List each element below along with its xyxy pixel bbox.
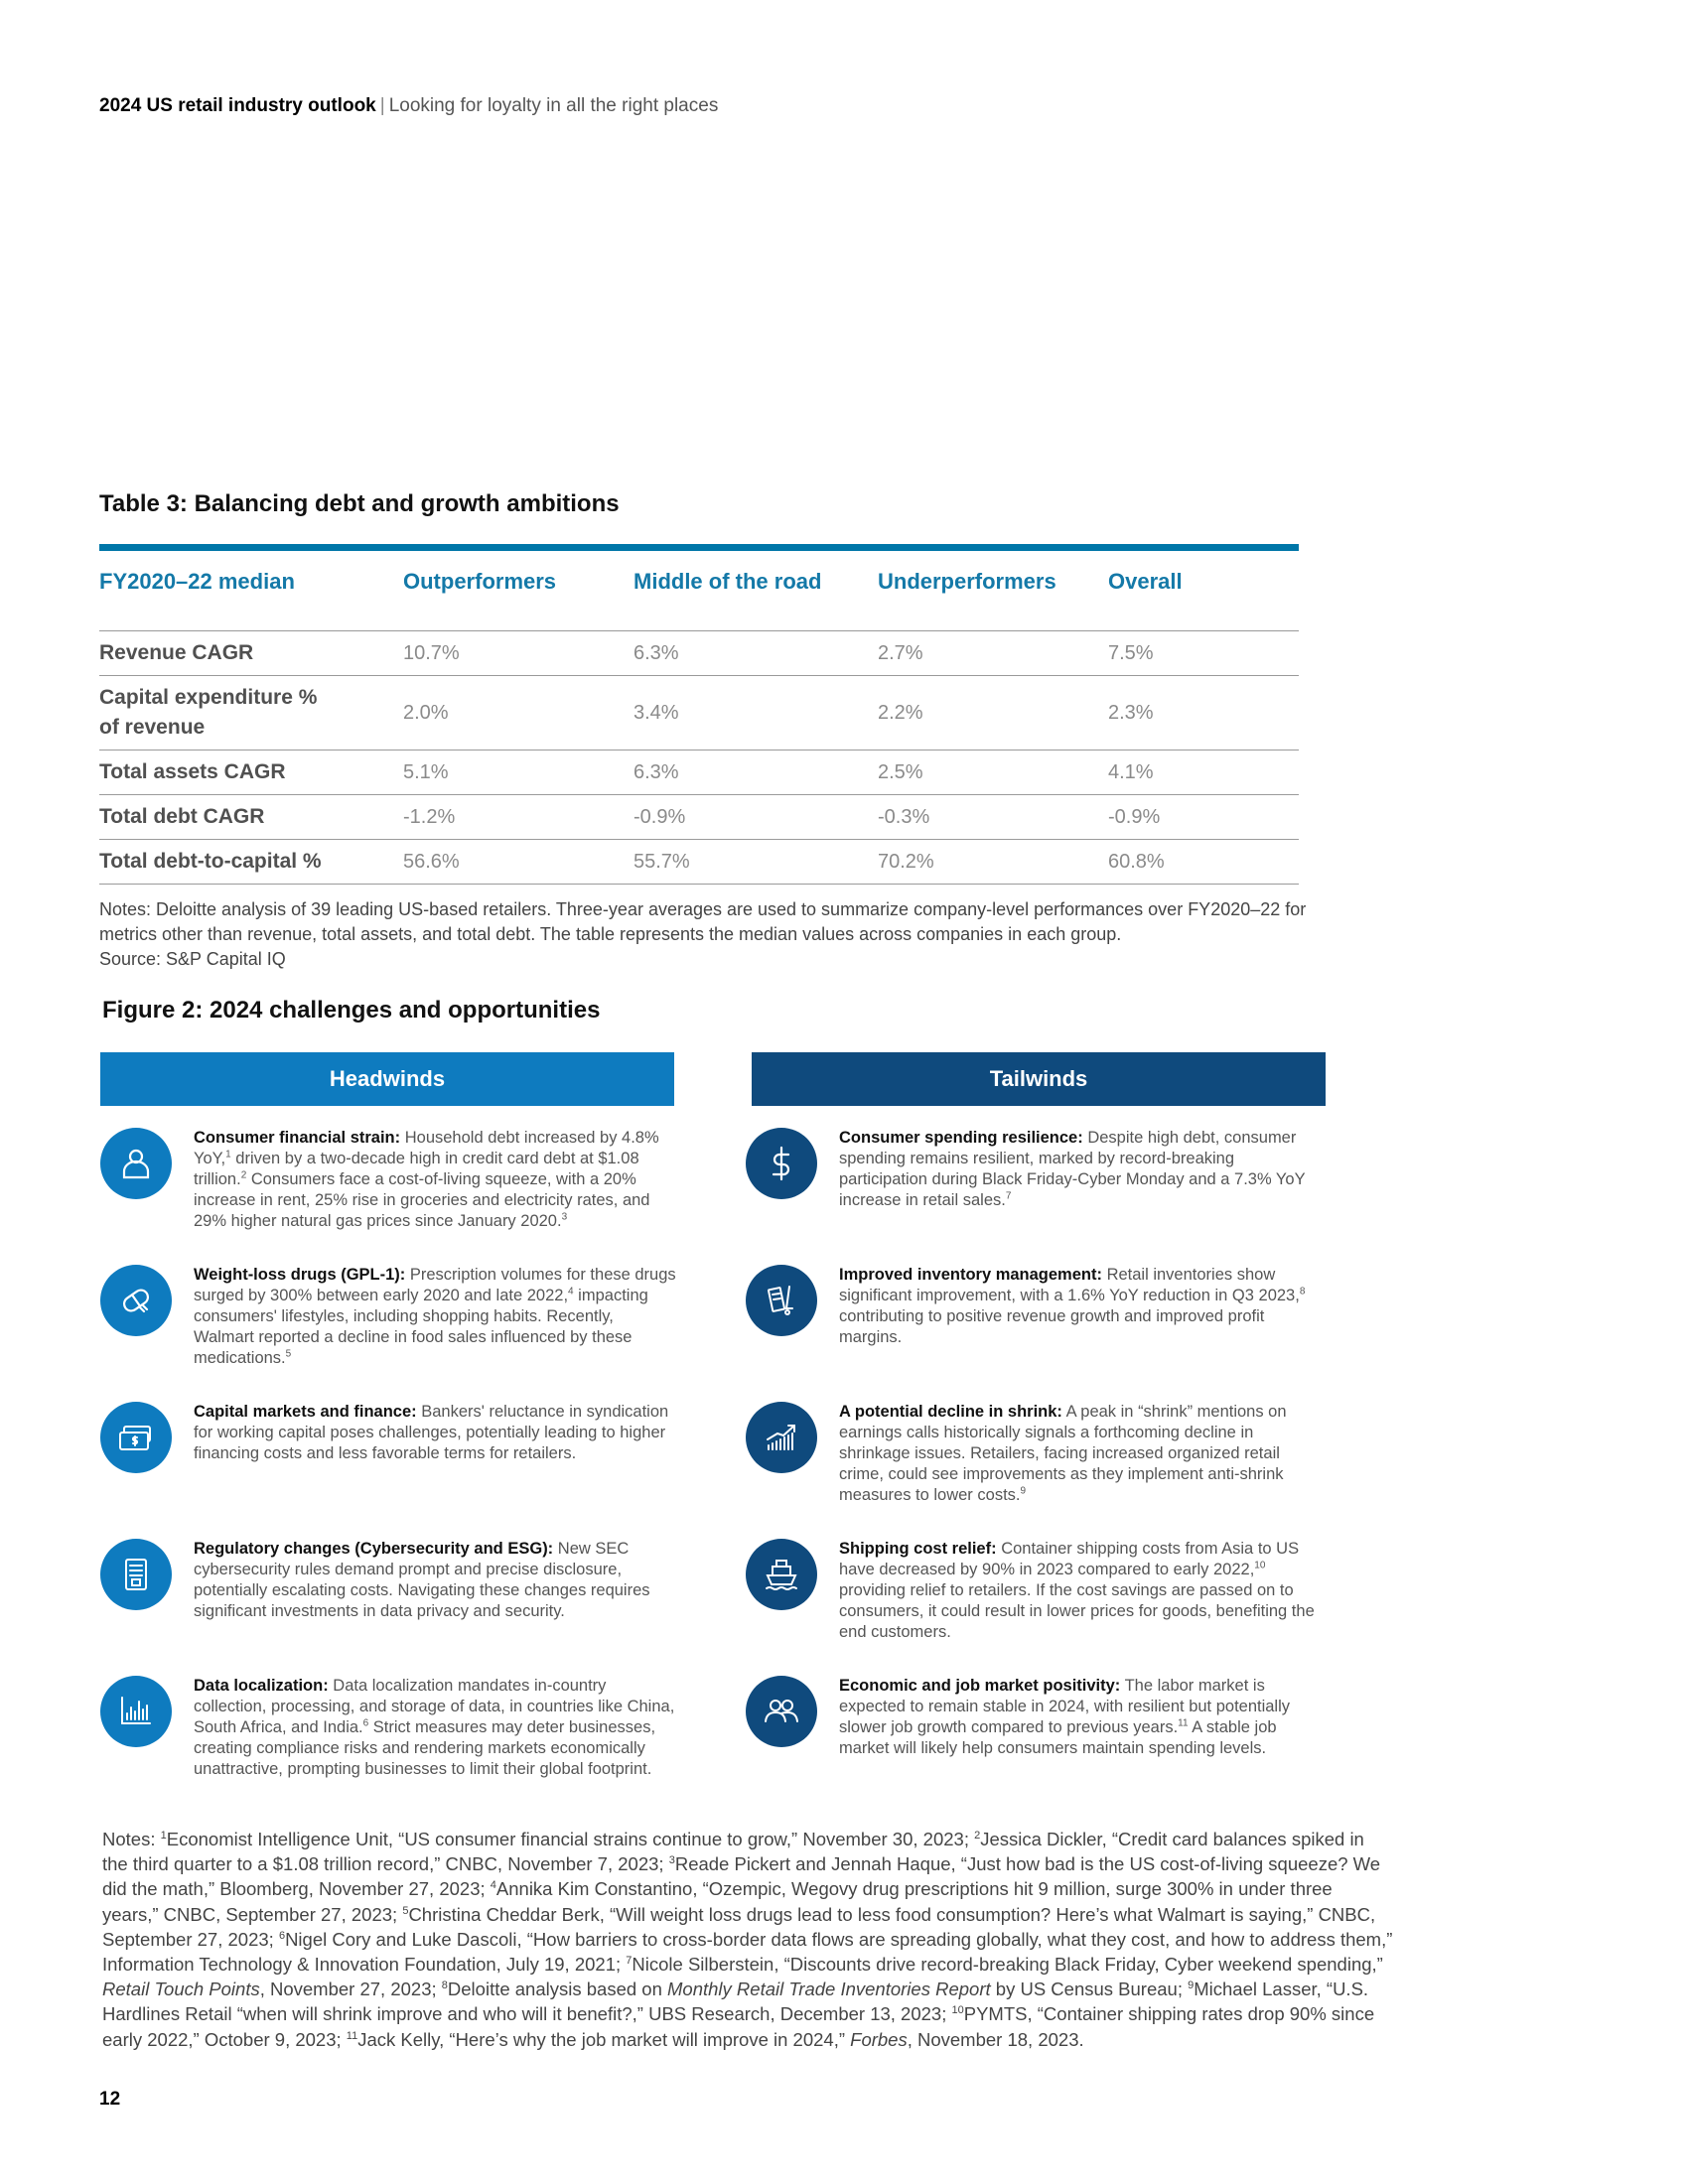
tailwind-text: Consumer spending resilience: Despite high debt, consumer spending remains resilient, marked by record-breaking participation during Black Friday-Cyber Monday and a 7.3% YoY increase in retail sales.$^7$	[839, 1129, 1306, 1209]
table-notes	[99, 897, 1350, 972]
figure-title: Figure 2: 2024 challenges and opportunities	[102, 997, 601, 1024]
money-icon	[100, 1402, 172, 1473]
column-header: Outperformers	[403, 569, 557, 594]
headwind-text: Weight-loss drugs (GPL-1): Prescription volumes for these drugs surged by 300% between early 2020 and late 2022,$^4$ impacting consumers' lifestyles, including shopping habits. Recently, Walmart reported a decline in food sales influenced by these medications.$^5$	[194, 1266, 676, 1367]
table-cell: 3.4%	[633, 701, 679, 724]
person-icon	[100, 1128, 172, 1199]
report-title: 2024 US retail industry outlook	[99, 95, 376, 116]
table-notes-text: Notes: Deloitte analysis of 39 leading US-based retailers. Three-year averages are used to summarize company-level performances over FY2020–22 for metrics other than revenue, total assets, and total debt. The table represents the median values across companies in each group.	[99, 899, 1307, 944]
table-row	[99, 751, 1299, 795]
row-label: Total debt CAGR	[99, 805, 265, 828]
headwinds-header: Headwinds	[100, 1052, 674, 1106]
tailwind-text: A potential decline in shrink: A peak in “shrink” mentions on earnings calls historically signals a forthcoming decline in shrinkage issues. Retailers, facing increased organized retail crime, could see improvements as they implement anti-shrink measures to lower costs.$^9$	[839, 1403, 1287, 1504]
dollar-icon	[746, 1128, 817, 1199]
table-top-rule	[99, 544, 1299, 551]
tailwind-text: Improved inventory management: Retail inventories show significant improvement, with a 1.6% YoY reduction in Q3 2023,$^8$ contributing to positive revenue growth and improved profit margins.	[839, 1266, 1306, 1346]
table-cell: 6.3%	[633, 641, 679, 664]
figure-footnotes: Notes: $^1$Economist Intelligence Unit, “US consumer financial strains continue to grow,” November 30, 2023; $^2$Jessica Dickler, “Credit card balances spiked in the third quarter to a $1.08 trillion record,” CNBC, November 7, 2023; $^3$Reade Pickert and Jennah Haque, “Just how bad is the US cost-of-living squeeze? We did the math,” Bloomberg, November 27, 2023; $^4$Annika Kim Constantino, “Ozempic, Wegovy drug prescriptions hit 9 million, surge 300% in under three years,” CNBC, September 27, 2023; $^5$Christina Cheddar Berk, “Will weight loss drugs lead to less food consumption? Here’s what Walmart is saying,” CNBC, September 27, 2023; $^6$Nigel Cory and Luke Dascoli, “How barriers to cross-border data flows are spreading globally, what they cost, and how to address them,” Information Technology & Innovation Foundation, July 19, 2021; $^7$Nicole Silberstein, “Discounts drive record-breaking Black Friday, Cyber weekend spending,” Retail Touch Points, November 27, 2023; $^8$Deloitte analysis based on Monthly Retail Trade Inventories Report by US Census Bureau; $^9$Michael Lasser, “U.S. Hardlines Retail “when will shrink improve and who will it benefit?,” UBS Research, December 13, 2023; $^{10}$PYMTS, “Container shipping rates drop 90% since early 2022,” October 9, 2023; $^{11}$Jack Kelly, “Here’s why the job market will improve in 2024,” Forbes, November 18, 2023.	[102, 1829, 1393, 2050]
table-cell: 2.2%	[878, 701, 923, 724]
table-cell: 5.1%	[403, 760, 449, 783]
headwind-text: Capital markets and finance: Bankers' reluctance in syndication for working capital poses challenges, potentially leading to higher financing costs and less favorable terms for retailers.	[194, 1403, 669, 1462]
headwind-text: Regulatory changes (Cybersecurity and ESG): New SEC cybersecurity rules demand prompt and precise disclosure, potentially escalating costs. Navigating these changes requires significant investments in data privacy and security.	[194, 1540, 650, 1620]
ship-icon	[746, 1539, 817, 1610]
column-header: Overall	[1108, 569, 1183, 594]
headwind-text: Data localization: Data localization mandates in-country collection, processing, and storage of data, in countries like China, South Africa, and India.$^6$ Strict measures may deter businesses, creating compliance risks and rendering markets economically unattractive, prompting businesses to limit their global footprint.	[194, 1677, 675, 1778]
pill-icon	[100, 1265, 172, 1336]
tailwinds-header: Tailwinds	[752, 1052, 1326, 1106]
row-label: Capital expenditure % of revenue	[99, 686, 318, 739]
row-label: Revenue CAGR	[99, 641, 254, 664]
table-cell: 2.7%	[878, 641, 923, 664]
column-header: FY2020–22 median	[99, 569, 295, 594]
table-cell: 6.3%	[633, 760, 679, 783]
row-label: Total debt-to-capital %	[99, 850, 322, 873]
page-number: 12	[99, 2089, 121, 2110]
table-cell: 2.0%	[403, 701, 449, 724]
table-cell: 7.5%	[1108, 641, 1154, 664]
table-cell: 70.2%	[878, 850, 934, 873]
table-cell: 56.6%	[403, 850, 460, 873]
table-cell: -0.9%	[1108, 805, 1161, 828]
running-header	[99, 95, 718, 117]
table-cell: -1.2%	[403, 805, 456, 828]
table-cell: 2.3%	[1108, 701, 1154, 724]
table-cell: -0.3%	[878, 805, 930, 828]
tailwind-text: Economic and job market positivity: The labor market is expected to remain stable in 2024, with resilient but potentially slower job growth compared to previous years.$^{11}$ A stable job market will likely help consumers maintain spending levels.	[839, 1677, 1291, 1757]
table-cell: 2.5%	[878, 760, 923, 783]
people-icon	[746, 1676, 817, 1747]
table-cell: 55.7%	[633, 850, 690, 873]
column-header: Underperformers	[878, 569, 1056, 594]
tailwind-text: Shipping cost relief: Container shipping costs from Asia to US have decreased by 90% in 2023 compared to early 2022,10 providing relief to retailers. If the cost savings are passed on to consumers, it could result in lower prices for goods, benefiting the end customers.	[839, 1540, 1315, 1641]
headwind-text: Consumer financial strain: Household debt increased by 4.8% YoY,$^1$ driven by a two-decade high in credit card debt at $1.08 trillion.$^2$ Consumers face a cost-of-living squeeze, with a 20% increase in rent, 25% rise in groceries and electricity rates, and 29% higher natural gas prices since January 2020.$^3$	[194, 1129, 659, 1230]
table-cell: 10.7%	[403, 641, 460, 664]
table-cell: 4.1%	[1108, 760, 1154, 783]
document-icon	[100, 1539, 172, 1610]
bar-chart-icon	[100, 1676, 172, 1747]
table-row	[99, 795, 1299, 840]
column-header: Middle of the road	[633, 569, 822, 594]
inventory-cart-icon	[746, 1265, 817, 1336]
table-header-row	[99, 551, 1299, 631]
table-title: Table 3: Balancing debt and growth ambitions	[99, 490, 620, 517]
report-subtitle: Looking for loyalty in all the right places	[388, 95, 719, 116]
row-label: Total assets CAGR	[99, 760, 286, 783]
trend-up-icon	[746, 1402, 817, 1473]
table-row	[99, 631, 1299, 676]
debt-growth-table	[99, 544, 1299, 885]
table-source: Source: S&P Capital IQ	[99, 949, 286, 969]
table-cell: 60.8%	[1108, 850, 1165, 873]
table-cell: -0.9%	[633, 805, 686, 828]
table-row	[99, 676, 1299, 751]
table-row	[99, 840, 1299, 885]
header-separator: |	[379, 95, 385, 116]
